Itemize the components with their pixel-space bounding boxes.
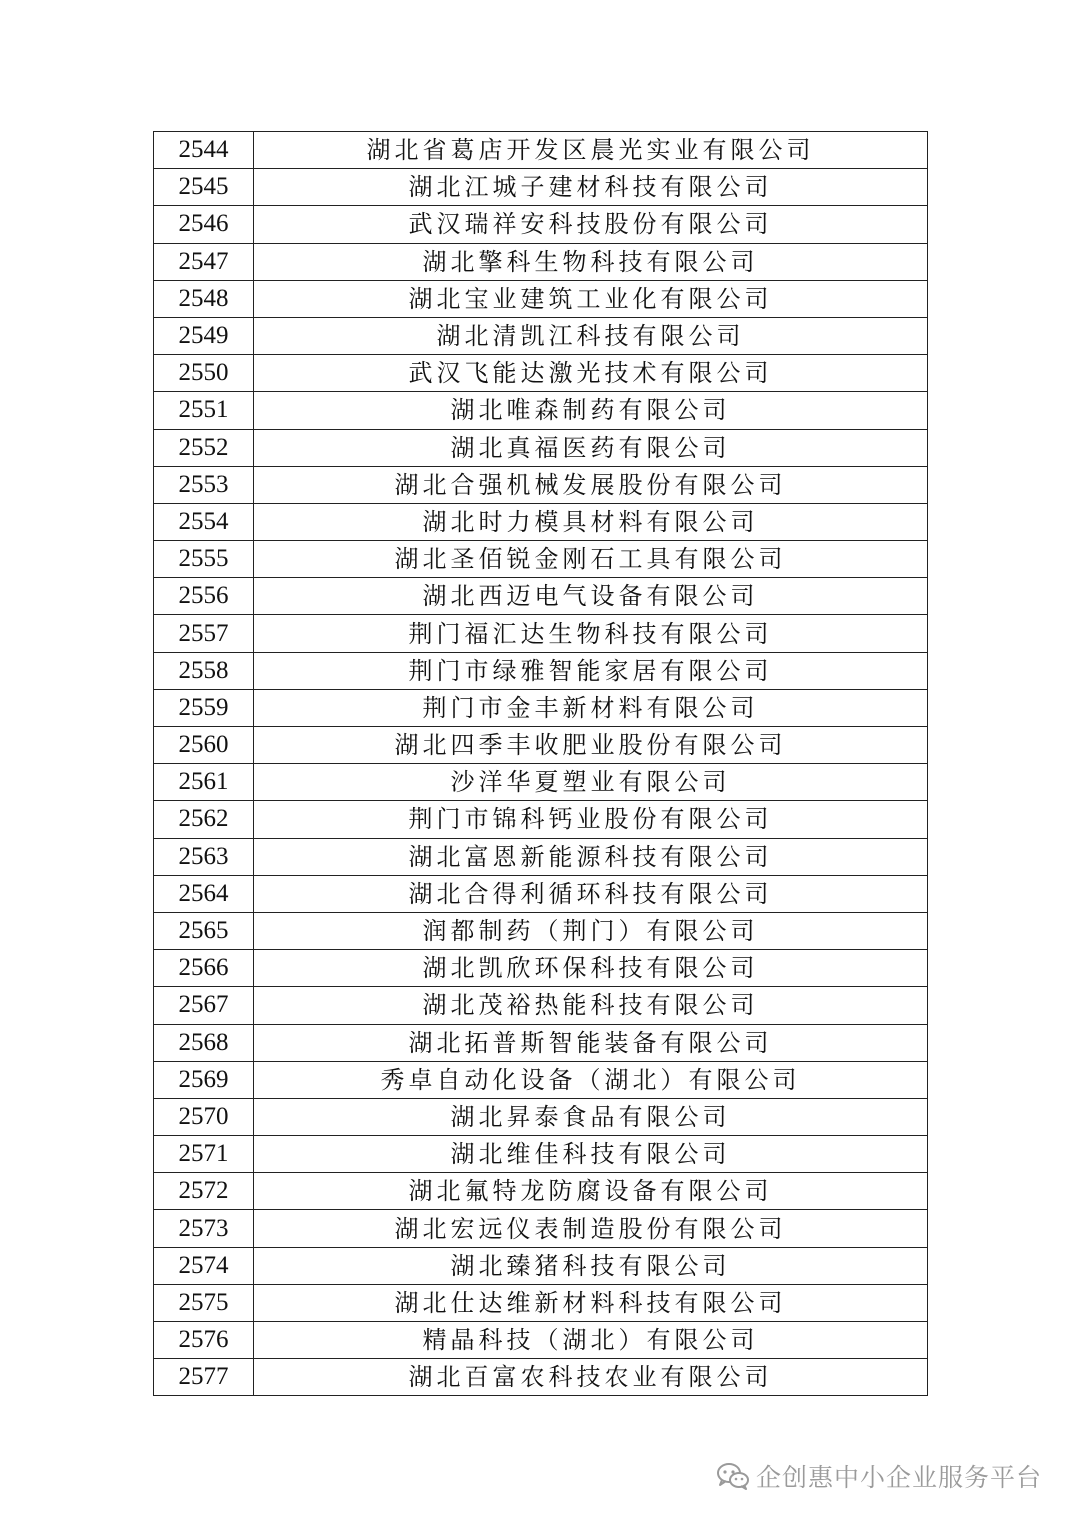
row-number: 2566	[154, 950, 254, 987]
table-row	[154, 1247, 928, 1284]
row-number: 2563	[154, 838, 254, 875]
watermark-text: 企创惠中小企业服务平台	[755, 1463, 1042, 1492]
row-number: 2574	[154, 1247, 254, 1284]
table-row	[154, 169, 928, 206]
row-number: 2558	[154, 652, 254, 689]
table-body	[154, 132, 928, 1396]
company-name: 湖北臻猪科技有限公司	[254, 1247, 928, 1284]
company-name: 湖北氟特龙防腐设备有限公司	[254, 1173, 928, 1210]
company-name: 湖北维佳科技有限公司	[254, 1136, 928, 1173]
company-name: 武汉瑞祥安科技股份有限公司	[254, 206, 928, 243]
row-number: 2551	[154, 392, 254, 429]
watermark	[716, 1458, 1042, 1494]
row-number: 2544	[154, 132, 254, 169]
table-row	[154, 801, 928, 838]
table-row	[154, 132, 928, 169]
table-row	[154, 317, 928, 354]
company-name: 湖北圣佰锐金刚石工具有限公司	[254, 541, 928, 578]
row-number: 2571	[154, 1136, 254, 1173]
company-name: 湖北宝业建筑工业化有限公司	[254, 280, 928, 317]
row-number: 2553	[154, 466, 254, 503]
table-row	[154, 987, 928, 1024]
row-number: 2554	[154, 503, 254, 540]
row-number: 2556	[154, 578, 254, 615]
row-number: 2559	[154, 689, 254, 726]
table-row	[154, 1210, 928, 1247]
company-name: 湖北清凯江科技有限公司	[254, 317, 928, 354]
row-number: 2573	[154, 1210, 254, 1247]
company-name: 湖北省葛店开发区晨光实业有限公司	[254, 132, 928, 169]
table-row	[154, 1136, 928, 1173]
row-number: 2555	[154, 541, 254, 578]
table-row	[154, 429, 928, 466]
row-number: 2546	[154, 206, 254, 243]
row-number: 2569	[154, 1061, 254, 1098]
table-row	[154, 838, 928, 875]
table-row	[154, 503, 928, 540]
table-row	[154, 1173, 928, 1210]
row-number: 2565	[154, 912, 254, 949]
table-row	[154, 875, 928, 912]
row-number: 2576	[154, 1322, 254, 1359]
company-name: 湖北四季丰收肥业股份有限公司	[254, 727, 928, 764]
row-number: 2564	[154, 875, 254, 912]
company-name: 湖北时力模具材料有限公司	[254, 503, 928, 540]
company-name: 湖北真福医药有限公司	[254, 429, 928, 466]
table-row	[154, 1098, 928, 1135]
table-row	[154, 1024, 928, 1061]
table-row	[154, 727, 928, 764]
table-row	[154, 541, 928, 578]
company-name: 湖北西迈电气设备有限公司	[254, 578, 928, 615]
row-number: 2548	[154, 280, 254, 317]
company-name: 湖北昇泰食品有限公司	[254, 1098, 928, 1135]
company-name: 湖北百富农科技农业有限公司	[254, 1359, 928, 1396]
row-number: 2545	[154, 169, 254, 206]
company-name: 秀卓自动化设备（湖北）有限公司	[254, 1061, 928, 1098]
table-row	[154, 1284, 928, 1321]
company-name: 湖北富恩新能源科技有限公司	[254, 838, 928, 875]
company-name: 湖北唯森制药有限公司	[254, 392, 928, 429]
row-number: 2561	[154, 764, 254, 801]
row-number: 2552	[154, 429, 254, 466]
company-name: 湖北合得利循环科技有限公司	[254, 875, 928, 912]
table-row	[154, 912, 928, 949]
company-name: 湖北仕达维新材料科技有限公司	[254, 1284, 928, 1321]
company-name: 润都制药（荆门）有限公司	[254, 912, 928, 949]
row-number: 2575	[154, 1284, 254, 1321]
table-row	[154, 355, 928, 392]
table-row	[154, 1061, 928, 1098]
table-row	[154, 615, 928, 652]
table-row	[154, 1359, 928, 1396]
row-number: 2560	[154, 727, 254, 764]
table-row	[154, 466, 928, 503]
table-row	[154, 280, 928, 317]
table-row	[154, 1322, 928, 1359]
row-number: 2570	[154, 1098, 254, 1135]
company-name: 湖北江城子建材科技有限公司	[254, 169, 928, 206]
company-name: 湖北合强机械发展股份有限公司	[254, 466, 928, 503]
row-number: 2557	[154, 615, 254, 652]
table-row	[154, 578, 928, 615]
company-name: 沙洋华夏塑业有限公司	[254, 764, 928, 801]
company-name: 湖北凯欣环保科技有限公司	[254, 950, 928, 987]
company-name: 湖北拓普斯智能装备有限公司	[254, 1024, 928, 1061]
row-number: 2549	[154, 317, 254, 354]
company-name: 荆门市金丰新材料有限公司	[254, 689, 928, 726]
table-row	[154, 243, 928, 280]
company-name: 荆门福汇达生物科技有限公司	[254, 615, 928, 652]
company-name: 精晶科技（湖北）有限公司	[254, 1322, 928, 1359]
company-name: 武汉飞能达激光技术有限公司	[254, 355, 928, 392]
table-row	[154, 652, 928, 689]
row-number: 2562	[154, 801, 254, 838]
table-row	[154, 689, 928, 726]
table-row	[154, 950, 928, 987]
company-name: 荆门市锦科钙业股份有限公司	[254, 801, 928, 838]
row-number: 2550	[154, 355, 254, 392]
company-list-table	[153, 131, 928, 1396]
company-name: 湖北擎科生物科技有限公司	[254, 243, 928, 280]
row-number: 2568	[154, 1024, 254, 1061]
row-number: 2572	[154, 1173, 254, 1210]
company-name: 湖北茂裕热能科技有限公司	[254, 987, 928, 1024]
table-row	[154, 392, 928, 429]
table-row	[154, 206, 928, 243]
wechat-icon	[716, 1462, 750, 1490]
table-row	[154, 764, 928, 801]
row-number: 2547	[154, 243, 254, 280]
company-name: 湖北宏远仪表制造股份有限公司	[254, 1210, 928, 1247]
row-number: 2577	[154, 1359, 254, 1396]
company-name: 荆门市绿雅智能家居有限公司	[254, 652, 928, 689]
row-number: 2567	[154, 987, 254, 1024]
